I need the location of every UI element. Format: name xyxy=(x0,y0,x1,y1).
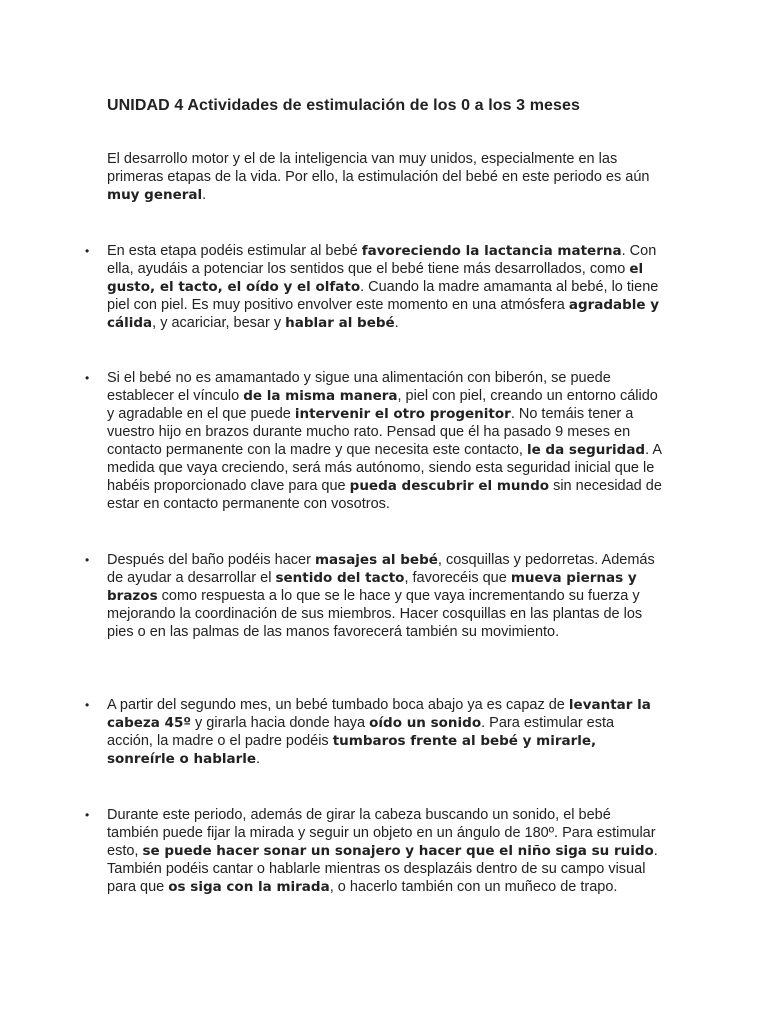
item-bold: mueva piernas y brazos xyxy=(107,570,637,604)
bullet-icon: • xyxy=(85,244,90,258)
intro-text: El desarrollo motor y el de la inteligencia van muy unidos, especialmente en las primeras etapas de la vida. Por ello, la estimulación del bebé en este periodo es aún xyxy=(107,151,650,185)
item-bold: de la misma manera xyxy=(243,388,398,404)
item-text: A partir del segundo mes, un bebé tumbado boca abajo ya es capaz de xyxy=(107,697,569,713)
list-item xyxy=(85,806,662,896)
item-text: En esta etapa podéis estimular al bebé xyxy=(107,243,362,259)
item-text: sin necesidad de estar en contacto permanente con vosotros. xyxy=(107,478,662,512)
item-text: como respuesta a lo que se le hace y que vaya incrementando su fuerza y mejorando la coordinación de sus miembros. Hacer cosquillas en las plantas de los pies o en las palmas de las manos favorecerá también su movimiento. xyxy=(107,588,643,640)
item-text: Después del baño podéis hacer xyxy=(107,552,315,568)
item-text: . Con ella, ayudáis a potenciar los sentidos que el bebé tiene más desarrollados, como xyxy=(107,243,657,277)
list-item xyxy=(85,242,662,332)
item-bold: levantar la cabeza 45º xyxy=(107,697,651,731)
document-title: UNIDAD 4 Actividades de estimulación de los 0 a los 3 meses xyxy=(107,97,581,114)
item-bold: masajes al bebé xyxy=(314,552,438,568)
item-text: , cosquillas y pedorretas. Además de ayudar a desarrollar el xyxy=(107,552,655,586)
item-text: , y acariciar, besar y xyxy=(152,315,286,331)
item-bold: hablar al bebé xyxy=(285,315,395,331)
bullet-icon: • xyxy=(85,808,90,822)
list-item xyxy=(85,696,662,768)
item-bold: el gusto, el tacto, el oído y el olfato xyxy=(107,261,644,295)
intro-paragraph xyxy=(107,150,667,204)
item-text: . xyxy=(256,751,261,767)
list-item xyxy=(85,369,662,513)
list-item xyxy=(85,551,662,641)
item-bold: pueda descubrir el mundo xyxy=(349,478,550,494)
item-bold: sentido del tacto xyxy=(275,570,405,586)
item-bold: favoreciendo la lactancia materna xyxy=(361,243,622,259)
bullet-icon: • xyxy=(85,698,90,712)
item-text: , piel con piel, creando un entorno cálido y agradable en el que puede xyxy=(107,388,658,422)
item-bold: intervenir el otro progenitor xyxy=(294,406,511,422)
item-text: , o hacerlo también con un muñeco de trapo. xyxy=(329,879,618,895)
item-text: . A medida que vaya creciendo, será más autónomo, siendo esta seguridad inicial que le habéis proporcionado clave para que xyxy=(107,442,662,494)
item-text: . Para estimular esta acción, la madre o el padre podéis xyxy=(107,715,615,749)
item-text: Durante este periodo, además de girar la cabeza buscando un sonido, el bebé también puede fijar la mirada y seguir un objeto en un ángulo de 180º. Para estimular esto, xyxy=(107,807,656,859)
item-text: y girarla hacia donde haya xyxy=(191,715,370,731)
item-text: . No temáis tener a vuestro hijo en brazos durante mucho rato. Pensad que él ha pasado 9 meses en contacto permanente con la madre y que necesita este contacto, xyxy=(107,406,634,458)
item-text: . Cuando la madre amamanta al bebé, lo tiene piel con piel. Es muy positivo envolver este momento en una atmósfera xyxy=(107,279,659,313)
item-bold: oído un sonido xyxy=(369,715,482,731)
item-bold: tumbaros frente al bebé y mirarle, sonreírle o hablarle xyxy=(107,733,597,767)
item-text: , favorecéis que xyxy=(404,570,511,586)
bullet-icon: • xyxy=(85,371,90,385)
item-text: . xyxy=(394,315,399,331)
bullet-icon: • xyxy=(85,553,90,567)
item-text: . También podéis cantar o hablarle mientras os desplazáis dentro de su campo visual para que xyxy=(107,843,658,895)
intro-text-end: . xyxy=(202,187,207,203)
intro-bold: muy general xyxy=(107,187,203,203)
item-bold: se puede hacer sonar un sonajero y hacer que el niño siga su ruido xyxy=(142,843,654,859)
item-bold: os siga con la mirada xyxy=(168,879,330,895)
item-bold: agradable y cálida xyxy=(107,297,660,331)
item-bold: le da seguridad xyxy=(526,442,646,458)
item-text: Si el bebé no es amamantado y sigue una alimentación con biberón, se puede establecer el vínculo xyxy=(107,370,611,404)
